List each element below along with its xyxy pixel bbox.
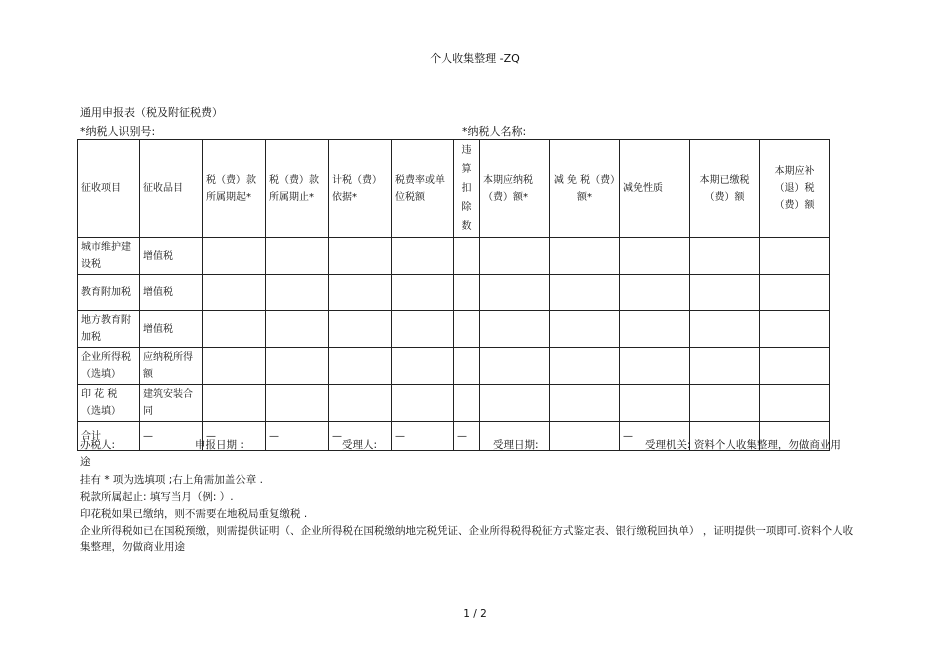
cell[interactable] (392, 275, 454, 311)
cell[interactable] (203, 238, 266, 275)
col-header-tax-rate: 税费率或单位税额 (392, 140, 454, 238)
cell[interactable] (620, 385, 690, 422)
cell[interactable] (203, 275, 266, 311)
note-optional-fields: 挂有 * 项为选填项 ;右上角需加盖公章 . (80, 474, 263, 486)
cell[interactable] (550, 238, 620, 275)
cell[interactable] (550, 348, 620, 385)
cell[interactable] (203, 311, 266, 348)
row-category: 建筑安装合同 (140, 385, 203, 422)
cell[interactable] (454, 311, 480, 348)
col-header-deduction (454, 140, 480, 238)
form-title: 通用申报表（税及附征税费） (80, 106, 223, 119)
total-dash: — (620, 422, 690, 451)
col-header-period-start: 税（费）款所属期起* (203, 140, 266, 238)
cell[interactable] (690, 385, 760, 422)
cell[interactable] (329, 385, 392, 422)
cell[interactable] (480, 238, 550, 275)
total-dash: — (203, 422, 266, 451)
cell[interactable] (454, 275, 480, 311)
table-header-row (78, 140, 830, 238)
cell[interactable] (760, 385, 830, 422)
report-date-label: 申报日期 : (195, 439, 244, 451)
note-stamp-tax: 印花税如果已缴纳，则不需要在地税局重复缴税 . (80, 508, 308, 520)
cell[interactable] (620, 311, 690, 348)
col-header-paid: 本期已缴税（费）额 (690, 140, 760, 238)
col-header-period-end: 税（费）款所属期止* (266, 140, 329, 238)
cell[interactable] (760, 275, 830, 311)
cell[interactable] (266, 385, 329, 422)
cell[interactable] (392, 238, 454, 275)
cell[interactable] (329, 238, 392, 275)
row-category: 应纳税所得额 (140, 348, 203, 385)
row-category: 增值税 (140, 275, 203, 311)
table-row (78, 311, 830, 348)
cell[interactable] (480, 311, 550, 348)
page-header: 个人收集整理 -ZQ (430, 52, 520, 65)
cell[interactable] (329, 275, 392, 311)
cell[interactable] (329, 348, 392, 385)
cell[interactable] (690, 238, 760, 275)
col-header-exemption-type: 减免性质 (620, 140, 690, 238)
cell[interactable] (266, 348, 329, 385)
note-income-tax: 企业所得税如已在国税预缴，则需提供证明（、企业所得税在国税缴纳地完税凭证、企业所得税得税征方式鉴定表、银行缴税回执单） ，证明提供一项即可.资料个人收集整理，勿做商业用途 (80, 525, 854, 553)
total-dash: — (392, 422, 454, 451)
note-tax-period: 税款所属起止: 填写当月（例: ）. (80, 491, 234, 503)
taxpayer-name-label: *纳税人名称: (462, 125, 527, 138)
receiver-label: 受理人: (342, 439, 378, 451)
cell[interactable] (550, 385, 620, 422)
cell[interactable] (480, 385, 550, 422)
table-row (78, 348, 830, 385)
cell[interactable] (454, 348, 480, 385)
cell[interactable] (760, 311, 830, 348)
taxpayer-sign-label: 办税人: (80, 439, 116, 451)
cell[interactable] (203, 348, 266, 385)
cell[interactable] (454, 238, 480, 275)
cell[interactable] (620, 275, 690, 311)
row-item: 印 花 税（选填） (78, 385, 140, 422)
cell[interactable] (329, 311, 392, 348)
col-header-exemption: 减 免 税（费）额* (550, 140, 620, 238)
total-dash: — (329, 422, 392, 451)
cell[interactable] (690, 311, 760, 348)
total-dash: — (140, 422, 203, 451)
cell[interactable] (760, 238, 830, 275)
cell[interactable] (454, 385, 480, 422)
table-row (78, 238, 830, 275)
cell[interactable] (760, 348, 830, 385)
col-header-tax-basis: 计税（费）依据* (329, 140, 392, 238)
cell[interactable] (392, 385, 454, 422)
cell[interactable] (392, 348, 454, 385)
row-category: 增值税 (140, 311, 203, 348)
row-item: 城市维护建设税 (78, 238, 140, 275)
authority-label: 受理机关: 资料个人收集整理，勿做商业用 (645, 439, 841, 451)
cell[interactable] (266, 275, 329, 311)
col-header-category: 征收品目 (140, 140, 203, 238)
cell[interactable] (690, 348, 760, 385)
cell[interactable] (203, 385, 266, 422)
row-category: 增值税 (140, 238, 203, 275)
total-label: 合计 (78, 422, 140, 451)
cell[interactable] (392, 311, 454, 348)
table-row (78, 275, 830, 311)
cell[interactable] (690, 275, 760, 311)
declaration-table (77, 139, 830, 451)
page-number: 1 / 2 (463, 608, 487, 620)
total-dash: — (266, 422, 329, 451)
cell[interactable] (480, 348, 550, 385)
col-header-deduction-text: 违算扣除数 (461, 145, 472, 232)
row-item: 地方教育附加税 (78, 311, 140, 348)
row-item: 企业所得税（选填） (78, 348, 140, 385)
taxpayer-id-label: *纳税人识别号: (80, 125, 156, 138)
receive-date-label: 受理日期: (493, 439, 539, 451)
cell[interactable] (266, 311, 329, 348)
row-item: 教育附加税 (78, 275, 140, 311)
col-header-item: 征收项目 (78, 140, 140, 238)
cell[interactable] (550, 275, 620, 311)
col-header-payable: 本期应纳税（费）额* (480, 140, 550, 238)
table-row (78, 385, 830, 422)
signature-row (80, 437, 860, 453)
authority-continued: 途 (80, 456, 91, 468)
cell[interactable] (480, 275, 550, 311)
cell[interactable] (266, 238, 329, 275)
total-dash: — (454, 422, 480, 451)
col-header-refund: 本期应补（退）税（费）额 (760, 140, 830, 238)
cell[interactable] (550, 311, 620, 348)
cell[interactable] (620, 238, 690, 275)
cell[interactable] (620, 348, 690, 385)
